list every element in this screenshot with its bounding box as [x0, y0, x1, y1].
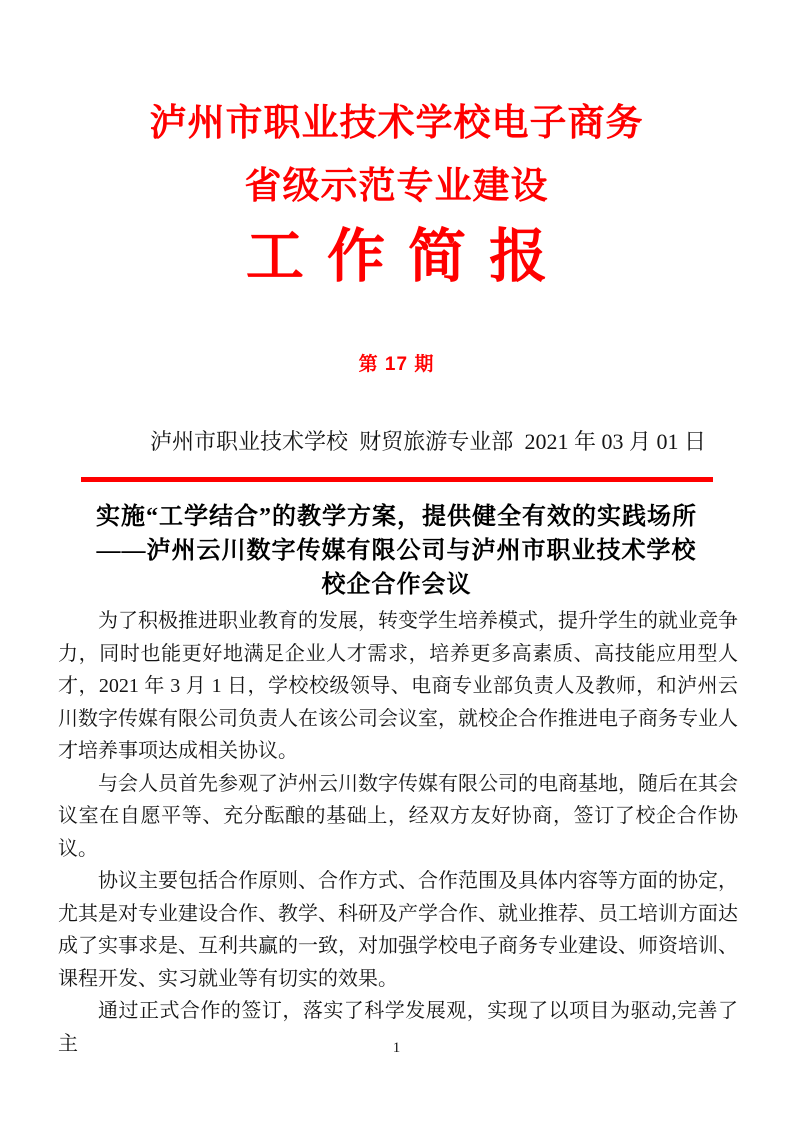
body-paragraph: 为了积极推进职业教育的发展，转变学生培养模式，提升学生的就业竞争力，同时也能更好地满足企业人才需求，培养更多高素质、高技能应用型人才，2021 年 3 月 1 日，学校校级领导、电商专业部负责人及教师，和泸州云川数字传媒有限公司负责人在该公司会议室，就校企合作推进电子商务专业人才培养事项达成相关协议。 [58, 610, 738, 762]
article-body [58, 605, 738, 1060]
publication-date: 2021 年 03 月 01 日 [524, 429, 706, 454]
masthead-brand-title: 工 作 简 报 [245, 224, 548, 289]
article-headline [0, 500, 793, 602]
body-paragraph: 通过正式合作的签订，落实了科学发展观，实现了以项目为驱动,完善了主 [58, 1000, 738, 1055]
masthead-title-line1: 泸州市职业技术学校电子商务 [149, 102, 644, 143]
department-name: 财贸旅游专业部 [359, 429, 514, 454]
headline-line-2: ——泸州云川数字传媒有限公司与泸州市职业技术学校 [96, 538, 697, 564]
body-paragraph: 与会人员首先参观了泸州云川数字传媒有限公司的电商基地，随后在其会议室在自愿平等、充分酝酿的基础上，经双方友好协商，签订了校企合作协议。 [58, 772, 738, 860]
body-paragraph: 协议主要包括合作原则、合作方式、合作范围及具体内容等方面的协定，尤其是对专业建设合作、教学、科研及产学合作、就业推荐、员工培训方面达成了实事求是、互利共赢的一致，对加强学校电子商务专业建设、师资培训、课程开发、实习就业等有切实的效果。 [58, 870, 738, 990]
headline-line-3: 校企合作会议 [321, 572, 472, 598]
headline-line-1: 实施“工学结合”的教学方案，提供健全有效的实践场所 [96, 504, 697, 530]
masthead-title-line2: 省级示范专业建设 [244, 165, 549, 206]
issue-number: 第 17 期 [358, 354, 435, 375]
divider-rule [81, 477, 713, 482]
page-number: 1 [392, 1040, 401, 1056]
organization-name: 泸州市职业技术学校 [150, 429, 349, 454]
info-bar [150, 428, 706, 456]
